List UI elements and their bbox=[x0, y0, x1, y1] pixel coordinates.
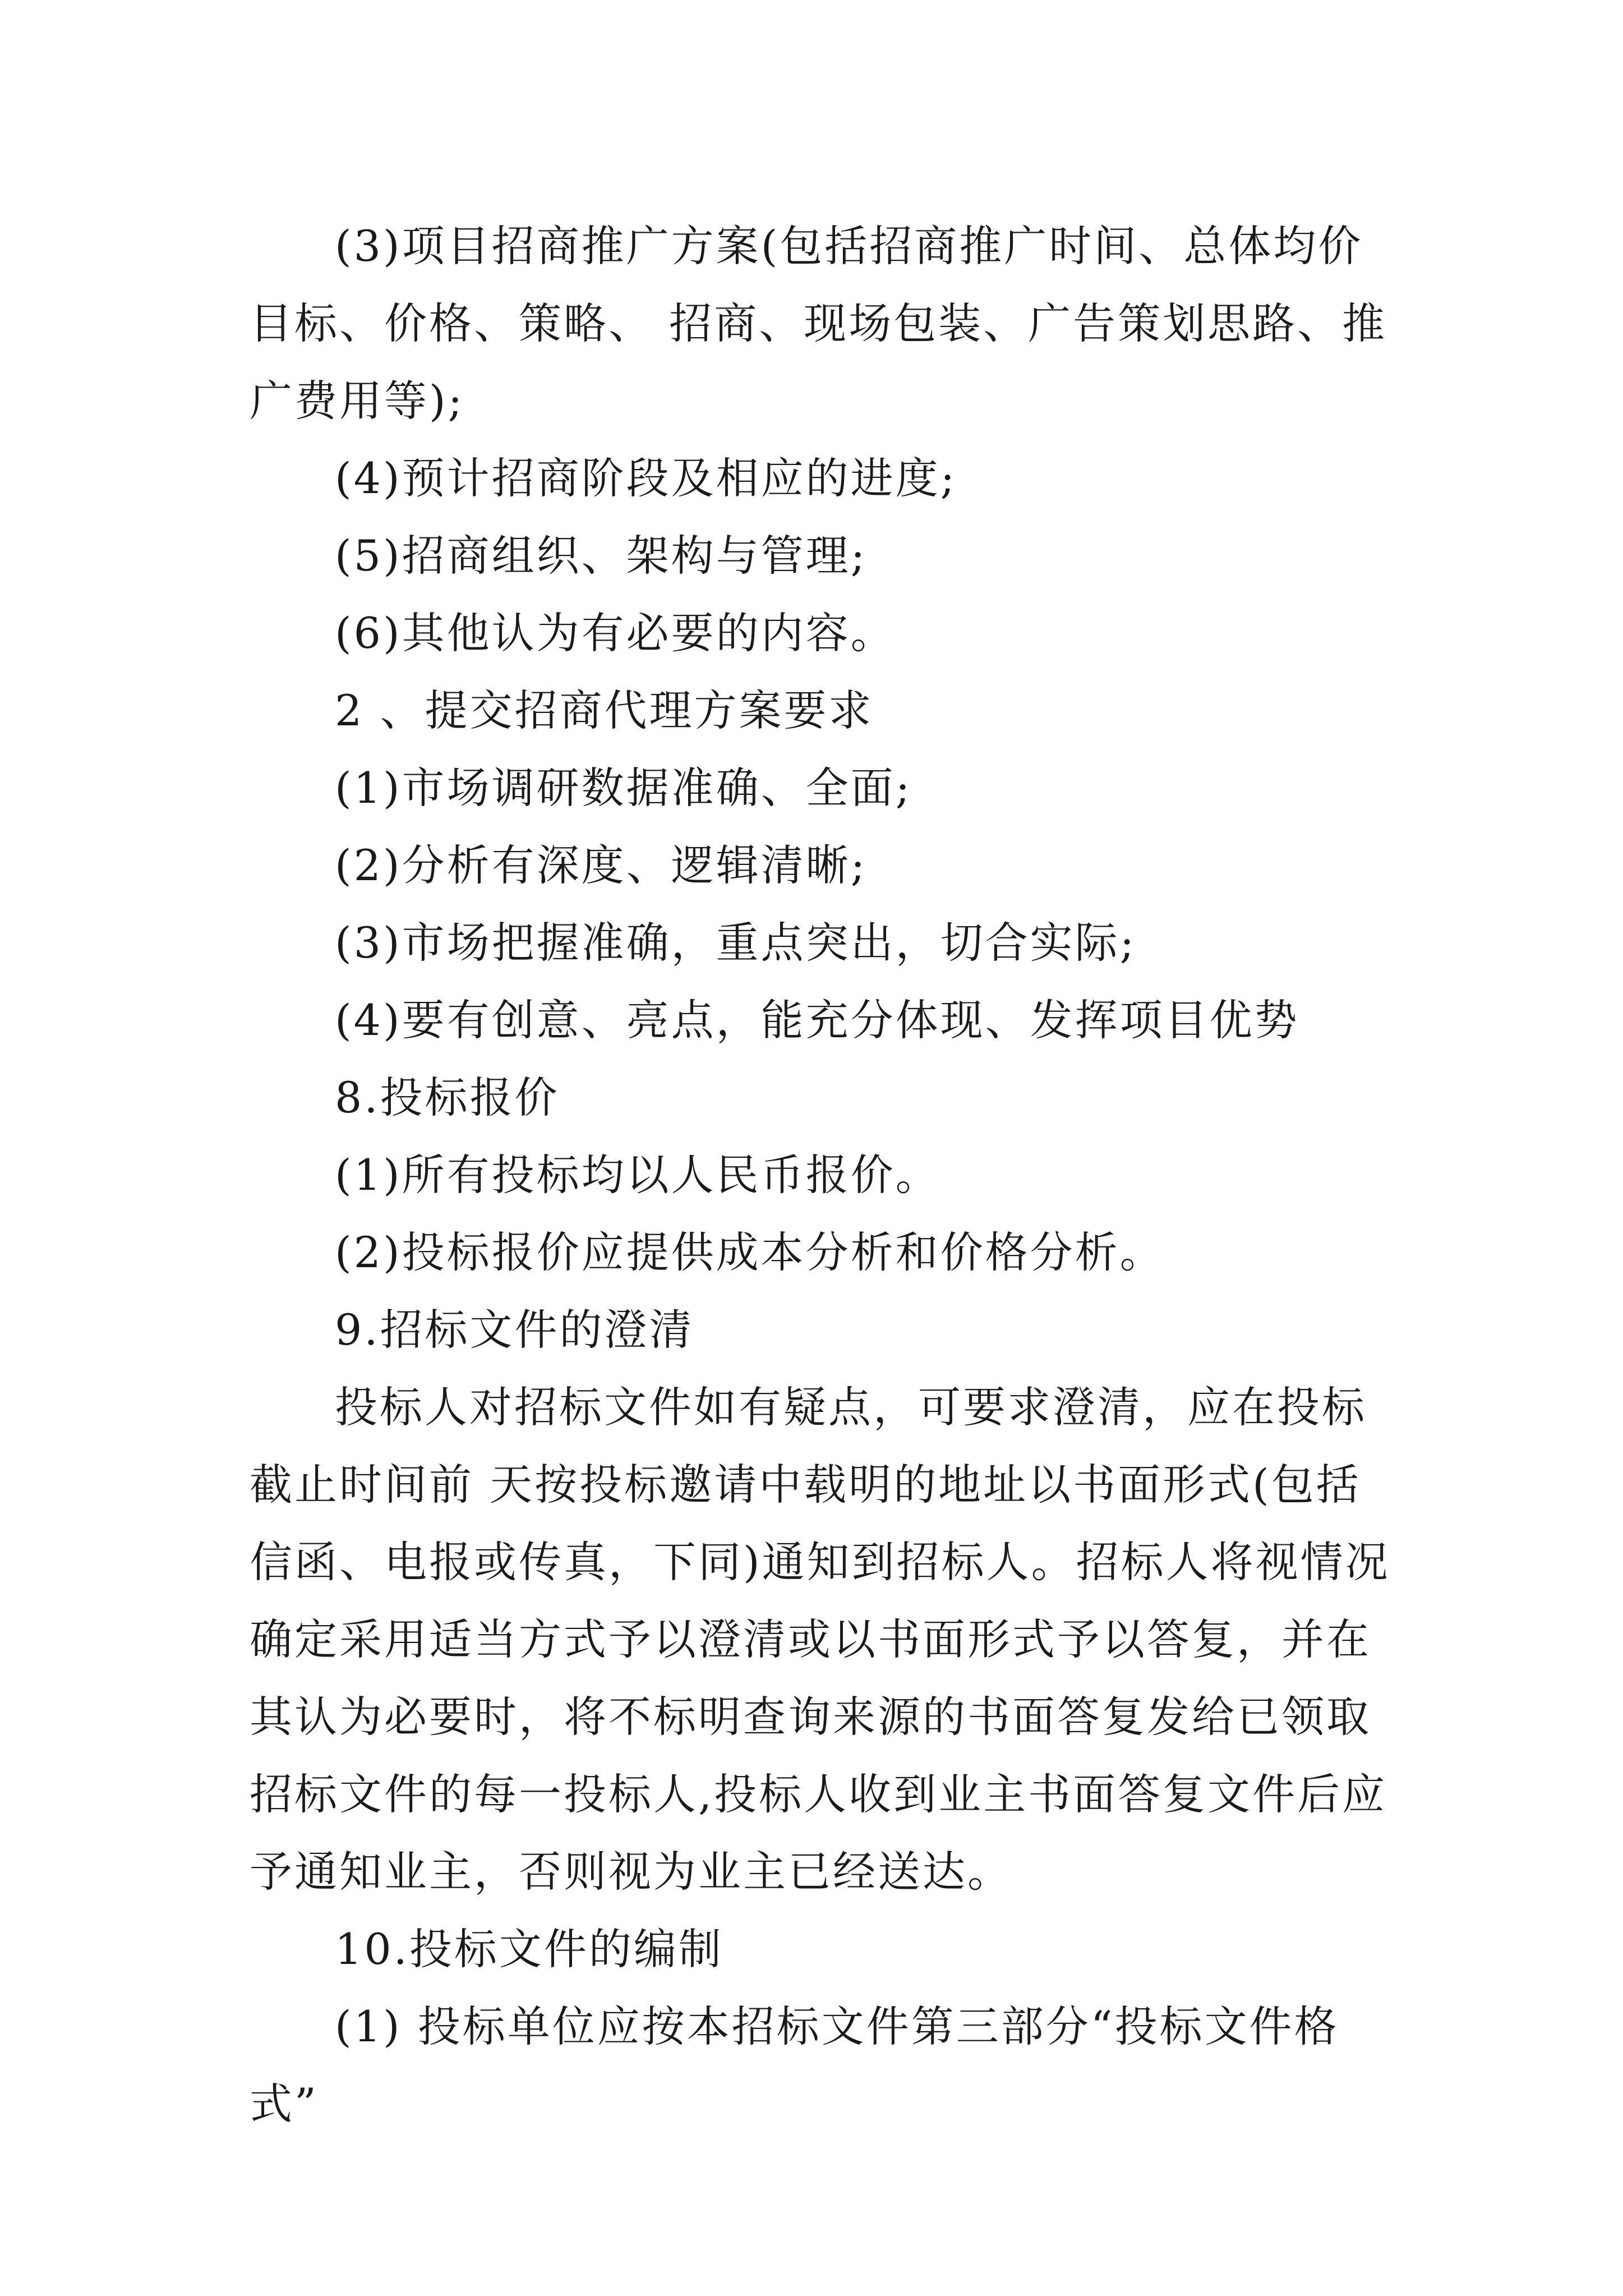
heading-bid-preparation: 10.投标文件的编制 bbox=[335, 1924, 723, 1974]
paragraph-requirement-4: (4)要有创意、亮点，能充分体现、发挥项目优势 bbox=[335, 995, 1299, 1045]
paragraph-preparation-1: (1) 投标单位应按本招标文件第三部分“投标文件格式” bbox=[250, 2001, 1339, 2129]
heading-proposal-requirements: 2 、提交招商代理方案要求 bbox=[335, 685, 874, 735]
paragraph-organization: (5)招商组织、架构与管理; bbox=[335, 531, 868, 581]
paragraph-promotion-plan: (3)项目招商推广方案(包括招商推广时间、总体均价目标、价格、策略、 招商、现场包装、广告策划思路、推广费用等); bbox=[250, 221, 1387, 426]
paragraph-requirement-1: (1)市场调研数据准确、全面; bbox=[335, 763, 912, 813]
document-body bbox=[250, 208, 1394, 2143]
paragraph-progress: (4)预计招商阶段及相应的进度; bbox=[335, 453, 957, 503]
paragraph-requirement-3: (3)市场把握准确，重点突出，切合实际; bbox=[335, 918, 1137, 968]
paragraph-other-content: (6)其他认为有必要的内容。 bbox=[335, 608, 896, 658]
paragraph-quotation-2: (2)投标报价应提供成本分析和价格分析。 bbox=[335, 1227, 1165, 1277]
heading-clarification: 9.招标文件的澄清 bbox=[335, 1305, 694, 1355]
paragraph-clarification-body: 投标人对招标文件如有疑点，可要求澄清，应在投标截止时间前 天按投标邀请中载明的地址以书面形式(包括信函、电报或传真，下同)通知到招标人。招标人将视情况确定采用适当方式予以澄清或以书面形式予以答复，并在其认为必要时，将不标明查询来源的书面答复发给已领取招标文件的每一投标人,投标人收到业主书面答复文件后应予通知业主，否则视为业主已经送达。 bbox=[250, 1382, 1390, 1897]
heading-bid-quotation: 8.投标报价 bbox=[335, 1073, 560, 1122]
paragraph-requirement-2: (2)分析有深度、逻辑清晰; bbox=[335, 840, 868, 890]
paragraph-quotation-1: (1)所有投标均以人民币报价。 bbox=[335, 1150, 940, 1200]
